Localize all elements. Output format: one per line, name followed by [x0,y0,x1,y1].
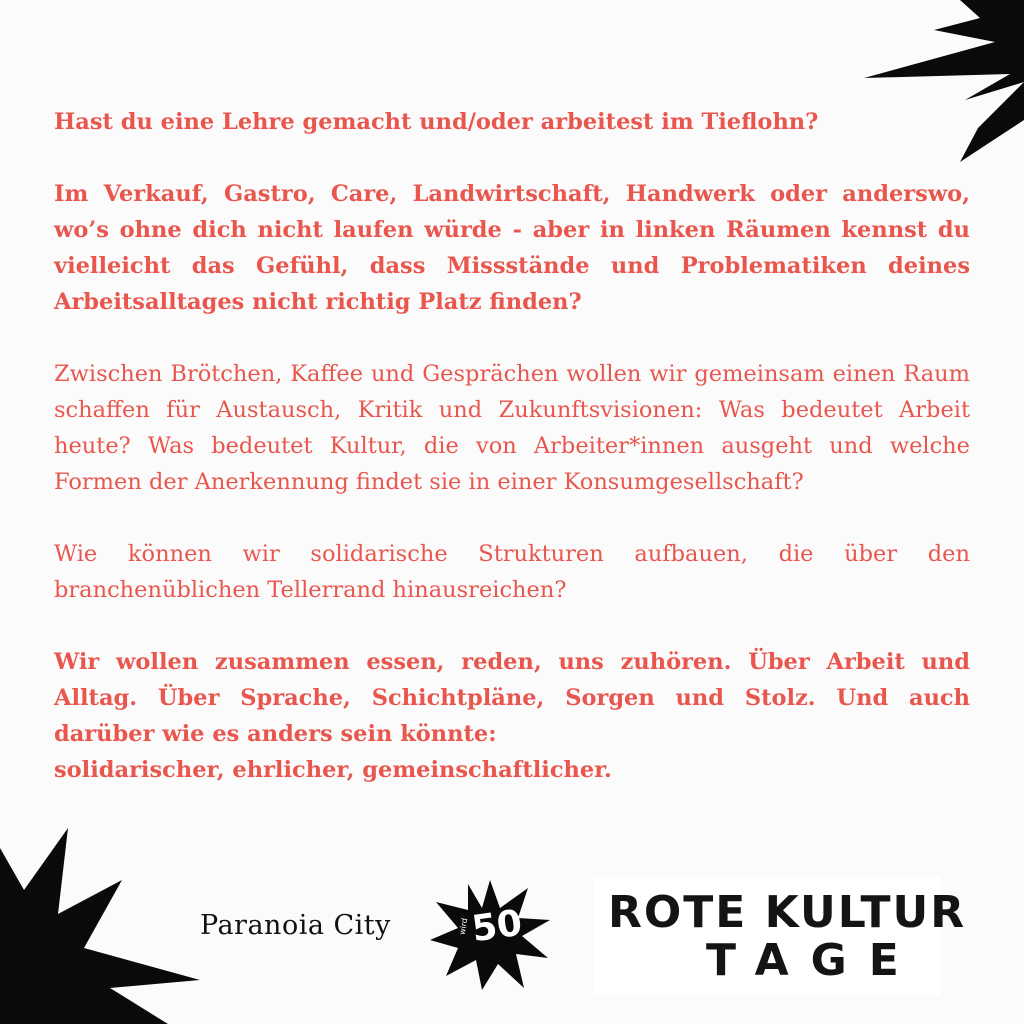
paranoia-city-logo: Paranoia City [200,910,391,941]
rote-kultur-tage-logo [594,877,967,995]
space-paragraph: Zwischen Brötchen, Kaffee und Gesprächen wollen wir gemeinsam einen Raum schaffen für Austausch, Kritik und Zukunftsvisionen: Was bedeutet Arbeit heute? Was bedeutet Kultur, die von Arbeiter*innen ausgeht und welche Formen der Anerkennung findet sie in einer Konsumgesellschaft? [54,361,970,495]
starburst-bottom-left-icon [0,828,200,1024]
intro-question: Hast du eine Lehre gemacht und/oder arbeitest im Tieflohn? [54,109,819,135]
main-text [54,104,970,824]
badge-number: 50 [469,902,525,951]
rote-kultur-text: ROTE KULTUR [608,887,967,938]
work-context-paragraph: Im Verkauf, Gastro, Care, Landwirtschaft, Handwerk oder anderswo, wo’s ohne dich nicht laufen würde - aber in linken Räumen kennst du vielleicht das Gefühl, dass Missstände und Problematiken deines Arbeitsalltages nicht richtig Platz finden? [54,181,970,315]
closing-line: solidarischer, ehrlicher, gemeinschaftlicher. [54,757,612,783]
badge-small-text: wird [457,917,470,936]
tage-text: TAGE [706,935,921,986]
solidarity-question: Wie können wir solidarische Strukturen aufbauen, die über den branchenüblichen Tellerrand hinausreichen? [54,541,970,603]
together-paragraph: Wir wollen zusammen essen, reden, uns zuhören. Über Arbeit und Alltag. Über Sprache, Schichtpläne, Sorgen und Stolz. Und auch darüber wie es anders sein könnte: [54,649,970,747]
